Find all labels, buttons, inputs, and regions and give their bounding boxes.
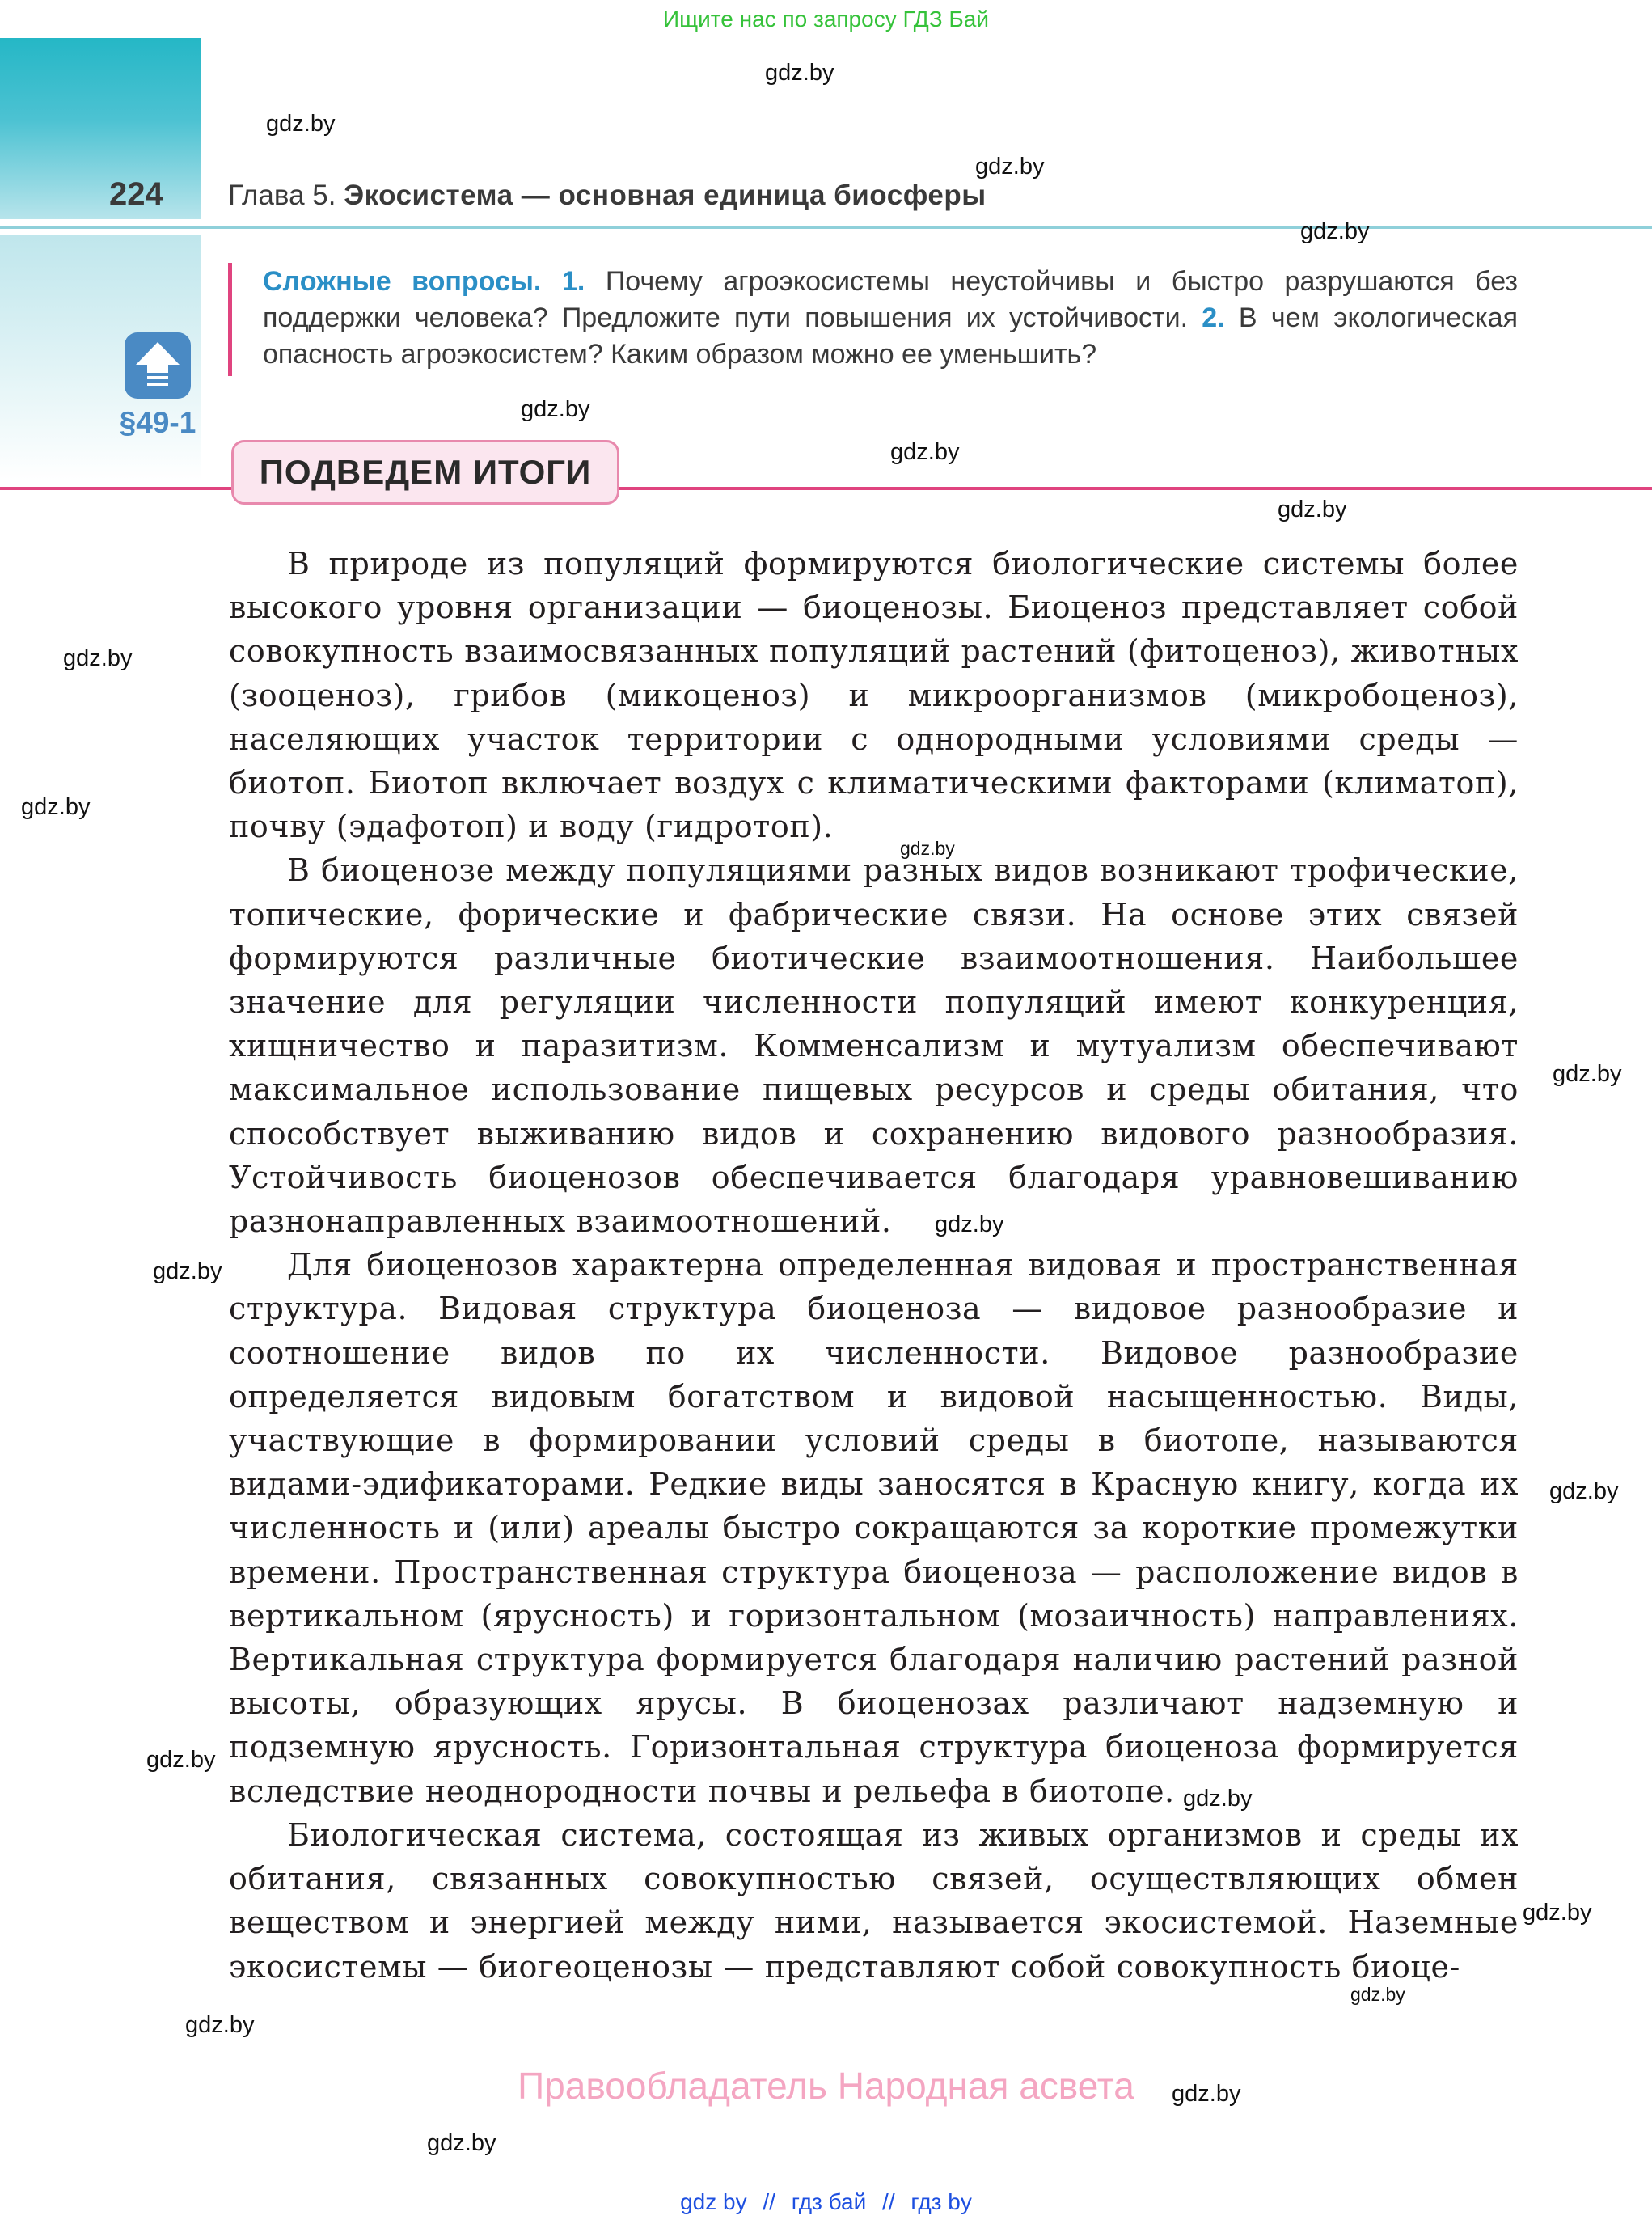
watermark: gdz.by bbox=[900, 838, 955, 859]
watermark: gdz.by bbox=[521, 396, 590, 422]
paragraph-biocenosis: В природе из популяций формируются биологические системы более высокого уровня организации — биоценозы. Биоценоз представляет собой совокупность взаимосвязанных популяций растений (фитоценоз), животных (зооценоз), грибов (микоценоз) и микроорганизмов (микробоценоз), населяющих участок территории с однородными условиями среды — биотоп. Биотоп включает воздух с климатическими факторами (климатоп), почву (эдафотоп) и воду (гидротоп). bbox=[229, 546, 1519, 845]
paragraph-structure: Для биоценозов характерна определенная видовая и пространственная структура. Видовая структура биоценоза — видовое разнообразие и соотношение видов по их численности. Видовое разнообразие определяется видовым богатством и видовой насыщенностью. Виды, участвующие в формировании условий среды в биотопе, называются видами-эдификаторами. Редкие виды заносятся в Красную книгу, когда их численность и (или) ареалы быстро сокращаются за короткие промежутки времени. Пространственная структура биоценоза — расположение видов в вертикальном (ярусность) и горизонтальном (мозаичность) направлениях. Вертикальная структура формируется благодаря наличию растений разной высоты, образующих ярусы. В биоценозах различают надземную и подземную ярусность. Горизонтальная структура биоценоза формируется вследствие неоднородности почвы и рельефа в биотопе. bbox=[229, 1247, 1519, 1809]
watermark: gdz.by bbox=[427, 2130, 496, 2156]
watermark: gdz.by bbox=[153, 1258, 222, 1284]
chapter-title: Экосистема — основная единица биосферы bbox=[344, 180, 987, 211]
copyright-notice: Правообладатель Народная асвета bbox=[518, 2065, 1134, 2107]
watermark: gdz.by bbox=[1183, 1786, 1253, 1812]
watermark: gdz.by bbox=[765, 60, 834, 86]
watermark: gdz.by bbox=[935, 1211, 1004, 1237]
footer-link-gdz-by[interactable]: гдз by bbox=[911, 2189, 972, 2214]
questions-accent-bar bbox=[228, 263, 232, 376]
chapter-header bbox=[228, 180, 987, 212]
watermark: gdz.by bbox=[975, 154, 1045, 180]
watermark: gdz.by bbox=[266, 111, 336, 137]
watermark: gdz.by bbox=[21, 794, 91, 820]
watermark: gdz.by bbox=[1553, 1061, 1622, 1087]
question-2-text: В чем экологическая опасность агроэкосистем? Каким образом можно ее уменьшить? bbox=[263, 302, 1518, 370]
watermark: gdz.by bbox=[1300, 218, 1370, 244]
watermark: gdz.by bbox=[63, 645, 133, 671]
summary-body bbox=[229, 542, 1519, 1989]
chapter-prefix: Глава 5. bbox=[228, 180, 336, 211]
footer-separator: // bbox=[763, 2189, 775, 2214]
questions-lead: Сложные вопросы. bbox=[263, 266, 542, 297]
footer-link-gdz[interactable]: gdz by bbox=[680, 2189, 747, 2214]
question-1-number: 1. bbox=[561, 266, 585, 297]
top-banner[interactable]: Ищите нас по запросу ГДЗ Бай bbox=[662, 6, 990, 32]
footer-link-gdz-bai[interactable]: гдз бай bbox=[791, 2189, 867, 2214]
watermark: gdz.by bbox=[146, 1747, 216, 1773]
side-tab-decoration bbox=[0, 38, 201, 219]
complex-questions bbox=[263, 264, 1518, 373]
watermark: gdz.by bbox=[185, 2012, 255, 2038]
footer-links bbox=[0, 2189, 1652, 2215]
question-2-number: 2. bbox=[1202, 302, 1225, 333]
paragraph-reference-link[interactable]: §49-1 bbox=[119, 406, 196, 439]
header-divider bbox=[0, 226, 1652, 229]
page-number: 224 bbox=[109, 176, 163, 212]
watermark: gdz.by bbox=[1549, 1478, 1619, 1504]
watermark: gdz.by bbox=[1523, 1900, 1592, 1926]
watermark: gdz.by bbox=[1350, 1984, 1405, 2005]
home-up-arrow-icon[interactable] bbox=[125, 332, 191, 399]
paragraph-relations: В биоценозе между популяциями разных видов возникают трофические, топические, форические и фабрические связи. На основе этих связей формируются различные биотические взаимоотношения. Наибольшее значение для регуляции численности популяций имеют конкуренция, хищничество и паразитизм. Комменсализм и мутуализм обеспечивают максимальное использование пищевых ресурсов и среды обитания, что способствует выживанию видов и сохранению видового разнообразия. Устойчивость биоценозов обеспечивается благодаря уравновешиванию разнонаправленных взаимоотношений. bbox=[229, 852, 1519, 1240]
watermark: gdz.by bbox=[1278, 497, 1347, 522]
footer-separator: // bbox=[882, 2189, 895, 2214]
watermark: gdz.by bbox=[890, 439, 960, 465]
summary-heading: ПОДВЕДЕМ ИТОГИ bbox=[231, 440, 619, 505]
watermark: gdz.by bbox=[1172, 2081, 1241, 2107]
paragraph-ecosystem: Биологическая система, состоящая из живых организмов и среды их обитания, связанных совокупностью связей, осуществляющих обмен веществом и энергией между ними, называется экосистемой. Наземные экосистемы — биогеоценозы — представляют собой совокупность биоце- bbox=[229, 1816, 1519, 1985]
question-1-text: Почему агроэкосистемы неустойчивы и быстро разрушаются без поддержки человека? Предложите пути повышения их устойчивости. bbox=[263, 266, 1519, 333]
